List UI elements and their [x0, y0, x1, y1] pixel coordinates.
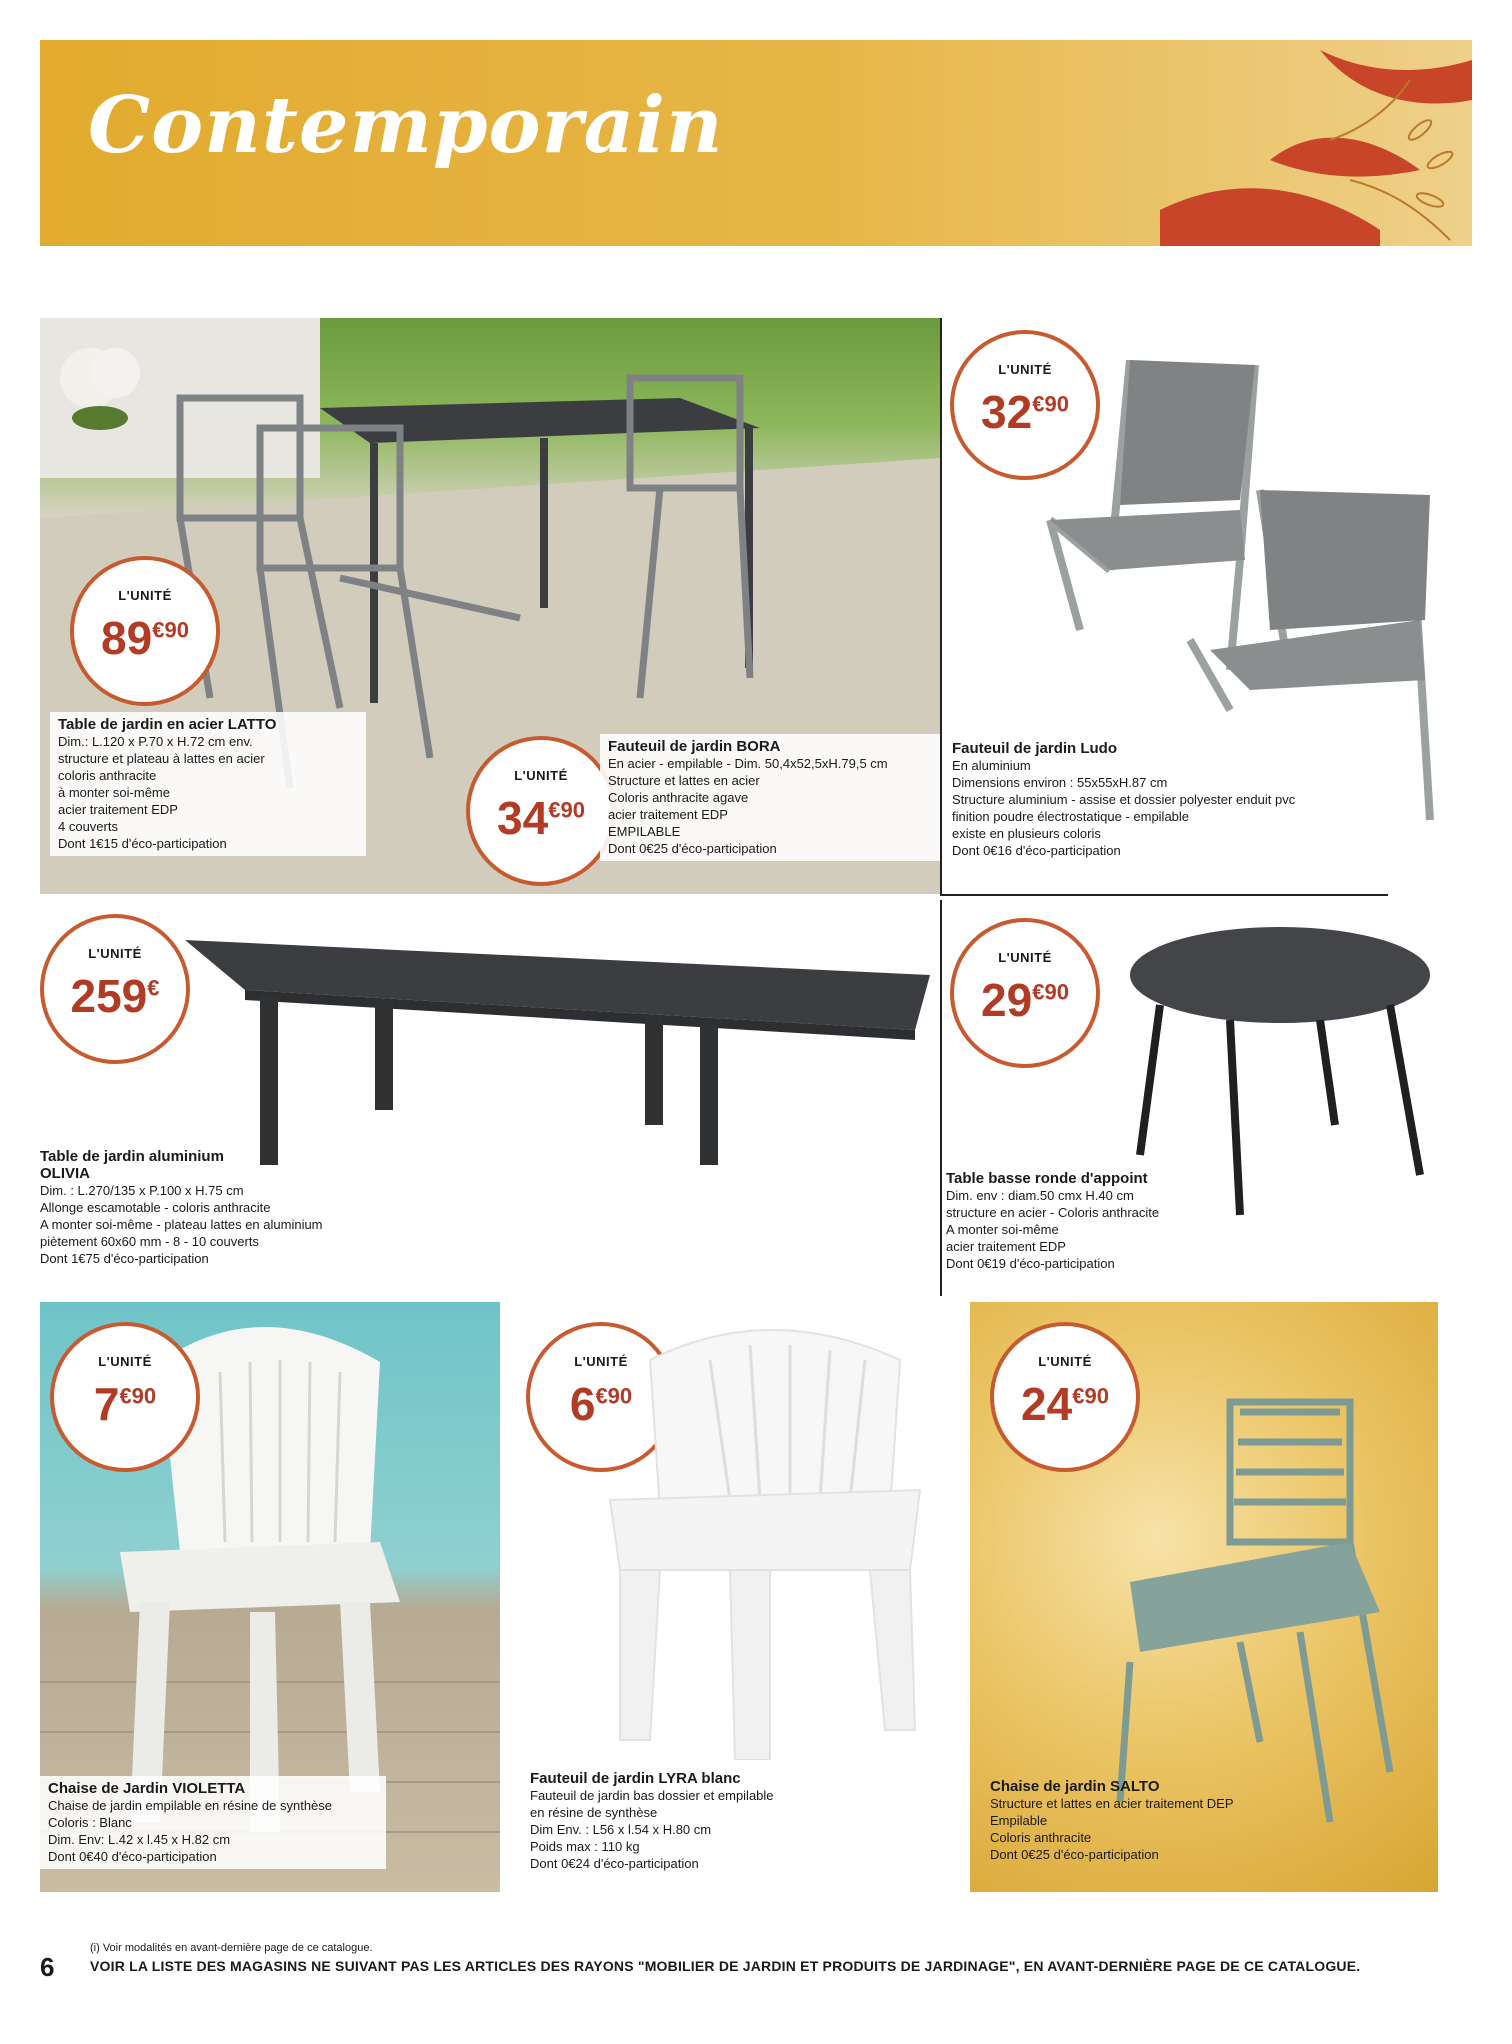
price-amount: $24^{€90}$: [1021, 1378, 1109, 1430]
product-name: Fauteuil de jardin Ludo: [952, 740, 1117, 757]
price-unit-label: L'UNITÉ: [574, 1354, 628, 1369]
price-amount: $32^{€90}$: [981, 386, 1069, 438]
product-detail: Allonge escamotable - coloris anthracite: [40, 1200, 271, 1215]
lyra-chair-illustration: [600, 1320, 930, 1760]
header-banner: [40, 40, 1472, 246]
product-info-lyra: [530, 1770, 850, 1872]
product-detail: existe en plusieurs coloris: [952, 826, 1101, 841]
product-detail: structure et plateau à lattes en acier: [58, 751, 265, 766]
product-detail: Fauteuil de jardin bas dossier et empilable: [530, 1788, 774, 1803]
price-badge-olivia: [40, 914, 190, 1064]
price-badge-table-basse: [950, 918, 1100, 1068]
product-name: Fauteuil de jardin BORA: [608, 738, 781, 755]
product-detail: En aluminium: [952, 758, 1031, 773]
product-detail: acier traitement EDP: [58, 802, 178, 817]
price-unit-label: L'UNITÉ: [514, 768, 568, 783]
product-detail: Dont 0€19 d'éco-participation: [946, 1256, 1115, 1271]
product-detail: 4 couverts: [58, 819, 118, 834]
product-detail: piètement 60x60 mm - 8 - 10 couverts: [40, 1234, 259, 1249]
product-detail: structure en acier - Coloris anthracite: [946, 1205, 1160, 1220]
product-detail: Chaise de jardin empilable en résine de synthèse: [48, 1798, 333, 1813]
product-name: Table basse ronde d'appoint: [946, 1170, 1148, 1187]
price-amount: $89^{€90}$: [101, 612, 189, 664]
product-detail: coloris anthracite: [58, 768, 157, 783]
product-detail: Dim. Env: L.42 x l.45 x H.82 cm: [48, 1832, 231, 1847]
product-info-table-basse: [946, 1170, 1266, 1272]
product-detail: Structure et lattes en acier: [608, 773, 760, 788]
product-detail: Dimensions environ : 55x55xH.87 cm: [952, 775, 1168, 790]
footnote: (i) Voir modalités en avant-dernière page de ce catalogue.: [90, 1942, 373, 1954]
product-info-bora: [600, 734, 946, 861]
product-name: Fauteuil de jardin LYRA blanc: [530, 1770, 741, 1787]
product-detail: EMPILABLE: [608, 824, 681, 839]
product-detail: En acier - empilable - Dim. 50,4x52,5xH.79,5 cm: [608, 756, 888, 771]
product-detail: Coloris : Blanc: [48, 1815, 132, 1830]
product-detail: Dont 1€15 d'éco-participation: [58, 836, 227, 851]
price-amount: $7^{€90}$: [93, 1378, 157, 1430]
product-info-olivia: [40, 1148, 400, 1267]
divider: [940, 318, 942, 894]
product-detail: Dont 0€16 d'éco-participation: [952, 843, 1121, 858]
product-detail: Dont 0€24 d'éco-participation: [530, 1856, 699, 1871]
product-detail: acier traitement EDP: [946, 1239, 1066, 1254]
price-badge-salto: [990, 1322, 1140, 1472]
divider: [940, 894, 1388, 896]
product-detail: Dim. env : diam.50 cmx H.40 cm: [946, 1188, 1134, 1203]
product-detail: A monter soi-même: [946, 1222, 1059, 1237]
price-badge-violetta: [50, 1322, 200, 1472]
product-detail: A monter soi-même - plateau lattes en aluminium: [40, 1217, 323, 1232]
page-title: Contemporain: [88, 80, 724, 171]
price-unit-label: L'UNITÉ: [1038, 1354, 1092, 1369]
product-detail: Empilable: [990, 1813, 1048, 1828]
product-info-salto: [990, 1778, 1310, 1863]
price-unit-label: L'UNITÉ: [118, 588, 172, 603]
footer-notice: VOIR LA LISTE DES MAGASINS NE SUIVANT PAS LES ARTICLES DES RAYONS "MOBILIER DE JARDIN ET PRODUITS DE JARDINAGE", EN AVANT-DERNIÈRE PAGE DE CE CATALOGUE.: [90, 1958, 1361, 1974]
price-unit-label: L'UNITÉ: [98, 1354, 152, 1369]
price-unit-label: L'UNITÉ: [998, 950, 1052, 965]
price-amount: $6^{€90}$: [569, 1378, 633, 1430]
price-amount: $34^{€90}$: [497, 792, 585, 844]
product-info-violetta: [40, 1776, 386, 1869]
product-detail: Structure et lattes en acier traitement DEP: [990, 1796, 1234, 1811]
product-detail: Dim.: L.120 x P.70 x H.72 cm env.: [58, 734, 253, 749]
product-detail: Dont 1€75 d'éco-participation: [40, 1251, 209, 1266]
price-unit-label: L'UNITÉ: [998, 362, 1052, 377]
product-info-ludo: [952, 740, 1372, 859]
product-name: Chaise de jardin SALTO: [990, 1778, 1160, 1795]
product-name: Table de jardin aluminium OLIVIA: [40, 1148, 224, 1182]
product-name: Table de jardin en acier LATTO: [58, 716, 277, 733]
price-badge-latto: [70, 556, 220, 706]
product-detail: acier traitement EDP: [608, 807, 728, 822]
product-detail: à monter soi-même: [58, 785, 170, 800]
price-amount: 259€: [70, 970, 160, 1022]
product-detail: Coloris anthracite: [990, 1830, 1092, 1845]
product-info-latto: [50, 712, 366, 856]
product-detail: Dont 0€25 d'éco-participation: [990, 1847, 1159, 1862]
product-detail: Dim Env. : L56 x l.54 x H.80 cm: [530, 1822, 712, 1837]
divider: [940, 900, 942, 1296]
price-unit-label: L'UNITÉ: [88, 946, 142, 961]
page-number: 6: [40, 1952, 55, 1982]
olivia-table-illustration: [185, 940, 930, 1170]
product-detail: finition poudre électrostatique - empilable: [952, 809, 1190, 824]
product-detail: Dont 0€40 d'éco-participation: [48, 1849, 217, 1864]
product-detail: en résine de synthèse: [530, 1805, 658, 1820]
product-detail: Poids max : 110 kg: [530, 1839, 640, 1854]
leaf-decoration-icon: [1120, 40, 1472, 246]
price-amount: $29^{€90}$: [981, 974, 1069, 1026]
product-name: Chaise de Jardin VIOLETTA: [48, 1780, 246, 1797]
product-detail: Coloris anthracite agave: [608, 790, 749, 805]
product-detail: Dim. : L.270/135 x P.100 x H.75 cm: [40, 1183, 244, 1198]
product-detail: Dont 0€25 d'éco-participation: [608, 841, 777, 856]
product-detail: Structure aluminium - assise et dossier polyester enduit pvc: [952, 792, 1296, 807]
price-badge-bora: [466, 736, 616, 886]
